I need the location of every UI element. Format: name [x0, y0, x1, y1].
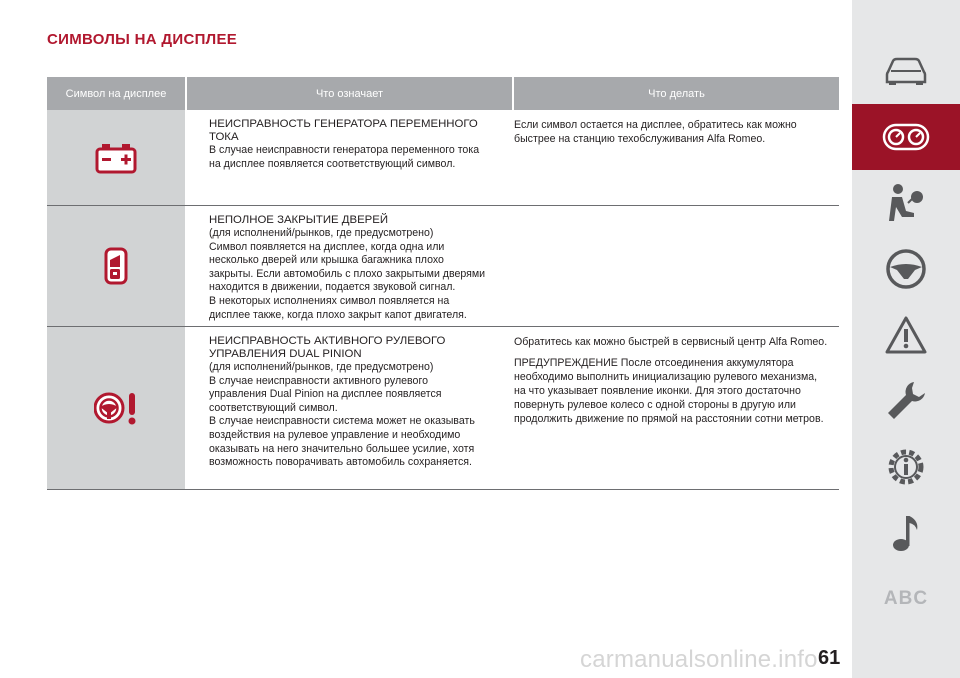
abc-index-label: ABC	[883, 588, 929, 609]
sidebar-item-maintenance[interactable]	[852, 368, 960, 434]
info-gear-icon	[884, 445, 928, 489]
dashboard-gauges-icon	[882, 123, 930, 151]
meaning-body: (для исполнений/рынков, где предусмотрено) Символ появляется на дисплее, когда одна или несколько дверей или крышка багажника плохо закрыты. Если автомобиль с плохо закрытыми дверями находится в движении, подается звуковой сигнал. В некоторых исполнениях символ появляется на дисплее также, когда плохо закрыт капот двигателя.	[209, 227, 486, 321]
sidebar-item-multimedia[interactable]	[852, 500, 960, 566]
meaning-title: НЕИСПРАВНОСТЬ ГЕНЕРАТОРА ПЕРЕМЕННОГО ТОКА	[209, 118, 478, 143]
warning-text: ПРЕДУПРЕЖДЕНИЕ После отсоединения аккумулятора необходимо выполнить инициализацию рулевого механизма, на что указывает появление иконки. Для этого достаточно повернуть рулевое колесо с одной стороны в другую или продолжить движение по прямой на расстоянии сотни метров.	[514, 357, 824, 425]
page-title: СИМВОЛЫ НА ДИСПЛЕЕ	[47, 31, 238, 48]
meaning-body: (для исполнений/рынков, где предусмотрено) В случае неисправности активного рулевого управления Dual Pinion на дисплее появляется соответствующий символ. В случае неисправности система может не оказывать воздействия на рулевое управление и необходимо оказывать на него значительно большее усилие, хотя возможность поворачивать автомобиль сохраняется.	[209, 361, 475, 469]
wrench-icon	[884, 379, 928, 423]
sidebar-item-dashboard[interactable]	[852, 104, 960, 170]
table-header	[47, 77, 839, 110]
steering-warning-icon	[94, 390, 138, 426]
sidebar-item-car[interactable]	[852, 38, 960, 104]
action-text: Если символ остается на дисплее, обратитесь как можно быстрее на станцию техобслуживания Alfa Romeo.	[514, 119, 797, 145]
page-number: 61	[818, 647, 841, 669]
table-row	[47, 206, 839, 327]
table-row	[47, 110, 839, 206]
meaning-cell	[185, 206, 501, 326]
sidebar-item-safety[interactable]	[852, 170, 960, 236]
meaning-title: НЕПОЛНОЕ ЗАКРЫТИЕ ДВЕРЕЙ	[209, 214, 389, 226]
meaning-cell	[185, 110, 501, 205]
chapter-sidebar	[852, 0, 960, 678]
action-text: Обратитесь как можно быстрей в сервисный центр Alfa Romeo.	[514, 336, 828, 348]
table-row	[47, 327, 839, 490]
action-cell	[501, 206, 839, 326]
meaning-body: В случае неисправности генератора переменного тока на дисплее появляется соответствующий символ.	[209, 144, 480, 170]
steering-wheel-icon	[885, 248, 927, 290]
symbol-cell	[47, 110, 185, 205]
car-icon	[884, 56, 928, 86]
music-note-icon	[891, 512, 921, 554]
airbag-passenger-icon	[884, 181, 928, 225]
meaning-cell	[185, 327, 501, 489]
header-action: Что делать	[514, 77, 839, 110]
sidebar-item-index[interactable]	[852, 566, 960, 632]
meaning-title: НЕИСПРАВНОСТЬ АКТИВНОГО РУЛЕВОГО УПРАВЛЕНИЯ DUAL PINION	[209, 335, 446, 360]
sidebar-item-technical-data[interactable]	[852, 434, 960, 500]
warning-triangle-icon	[884, 315, 928, 355]
sidebar-item-warnings[interactable]	[852, 302, 960, 368]
action-cell	[501, 327, 839, 489]
door-open-icon	[103, 246, 129, 286]
header-meaning: Что означает	[187, 77, 512, 110]
symbols-table	[47, 77, 839, 490]
symbol-cell	[47, 327, 185, 489]
header-symbol: Символ на дисплее	[47, 77, 185, 110]
sidebar-item-driving[interactable]	[852, 236, 960, 302]
symbol-cell	[47, 206, 185, 326]
battery-icon	[95, 142, 137, 174]
action-cell	[501, 110, 839, 205]
watermark: carmanualsonline.info	[580, 646, 818, 673]
